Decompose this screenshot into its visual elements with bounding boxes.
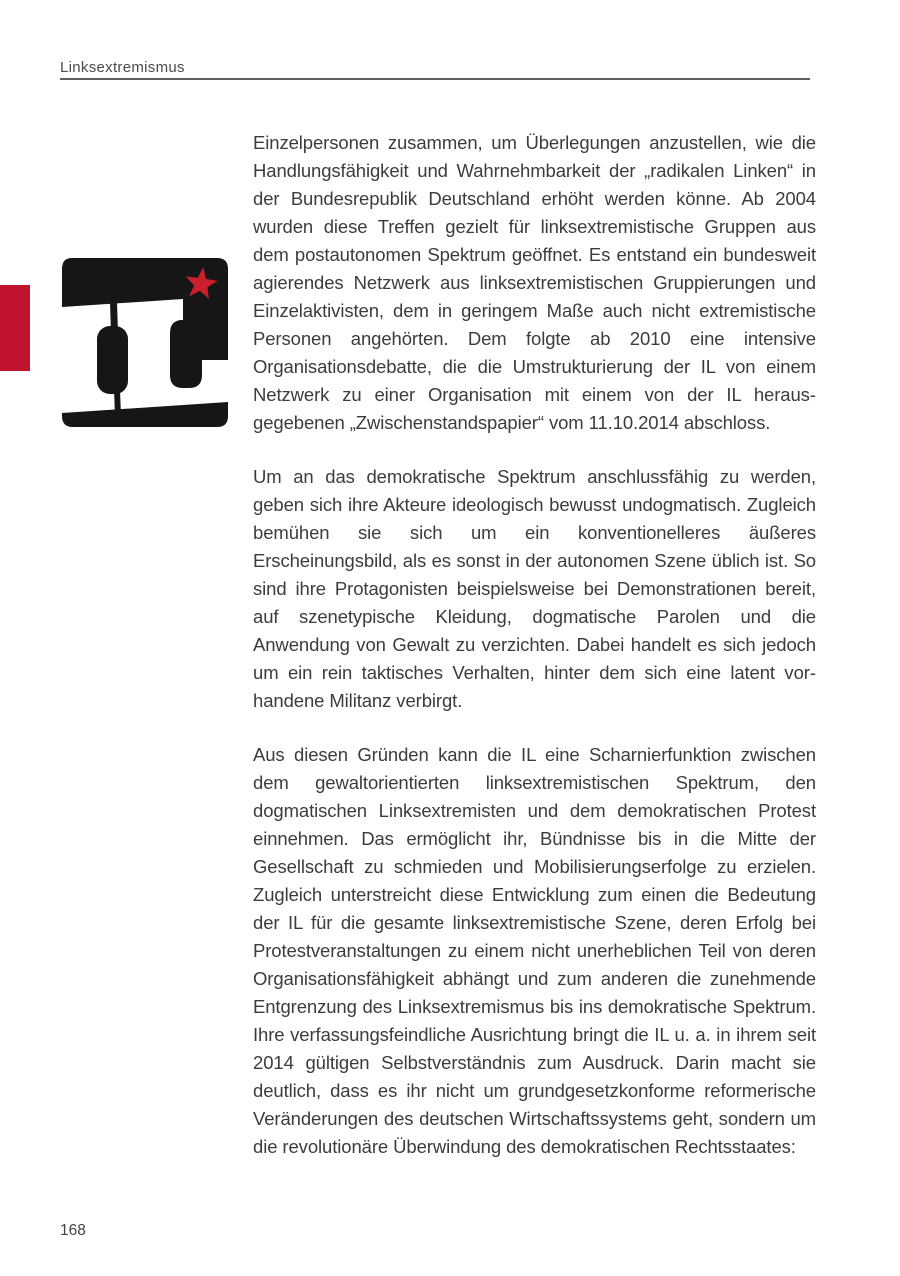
header-divider <box>60 78 810 80</box>
body-paragraph-2: Um an das demokratische Spektrum anschlussfähig zu werden, geben sich ihre Akteure ideologisch bewusst undogmatisch. Zugleich bemühen sie sich um ein konventionelleres äußeres Erscheinungsbild, als es sonst in der autonomen Szene üblich ist. So sind ihre Protagonisten beispielsweise bei Demonstrationen bereit, auf szenetypische Kleidung, dogmatische Parolen und die Anwendung von Gewalt zu verzichten. Dabei handelt es sich jedoch um ein rein taktisches Verhalten, hinter dem sich eine latent vorhandene Militanz verbirgt. <box>253 466 816 711</box>
il-logo-left-domino <box>97 326 128 394</box>
margin-marker-bar <box>0 285 30 371</box>
body-paragraph-1: Einzelpersonen zusammen, um Überlegungen anzustellen, wie die Handlungsfähigkeit und Wahrnehmbarkeit der „radikalen Linken“ in der Bundesrepublik Deutschland erhöht werden könne. Ab 2004 wurden diese Treffen gezielt für linksextremistische Gruppen aus dem postautonomen Spektrum geöffnet. Es entstand ein bundesweit agierendes Netzwerk aus linksextremistischen Gruppierungen und Einzelaktivisten, dem in geringem Maße auch nicht extremistische Personen angehörten. Dem folgte ab 2010 eine intensive Organisationsdebatte, die die Umstrukturierung der IL von einem Netzwerk zu einer Organisation mit einem von der IL herausgegebenen „Zwischenstandspapier“ vom 11.10.2014 abschloss. <box>253 132 816 433</box>
interventionistische-linke-logo-icon <box>62 258 228 427</box>
body-paragraph-3: Aus diesen Gründen kann die IL eine Scharnierfunktion zwischen dem gewaltorientierten linksextremistischen Spektrum, den dogmatischen Linksextremisten und dem demokratischen Protest einnehmen. Das ermöglicht ihr, Bündnisse bis in die Mitte der Gesellschaft zu schmieden und Mobilisierungserfolge zu erzielen. Zugleich unterstreicht diese Entwicklung zum einen die Bedeutung der IL für die gesamte linksextremistische Szene, deren Erfolg bei Protestveranstaltungen zu einem nicht unerheblichen Teil von deren Organisationsfähigkeit abhängt und zum anderen die zunehmende Entgrenzung des Linksextremismus bis ins demokratische Spektrum. Ihre verfassungsfeindliche Ausrichtung bringt die IL u. a. in ihrem seit 2014 gültigen Selbstverständnis zum Ausdruck. Darin macht sie deutlich, dass es ihr nicht um grundgesetzkonforme reformerische Veränderungen des deutschen Wirtschaftssystems geht, sondern um die revolutionäre Überwindung des demokratischen Rechtsstaates: <box>253 744 816 1157</box>
running-header-section-title: Linksextremismus <box>60 59 185 76</box>
page-number: 168 <box>60 1222 86 1239</box>
il-logo-bottom-band <box>62 402 228 427</box>
body-text-column <box>253 129 816 1187</box>
